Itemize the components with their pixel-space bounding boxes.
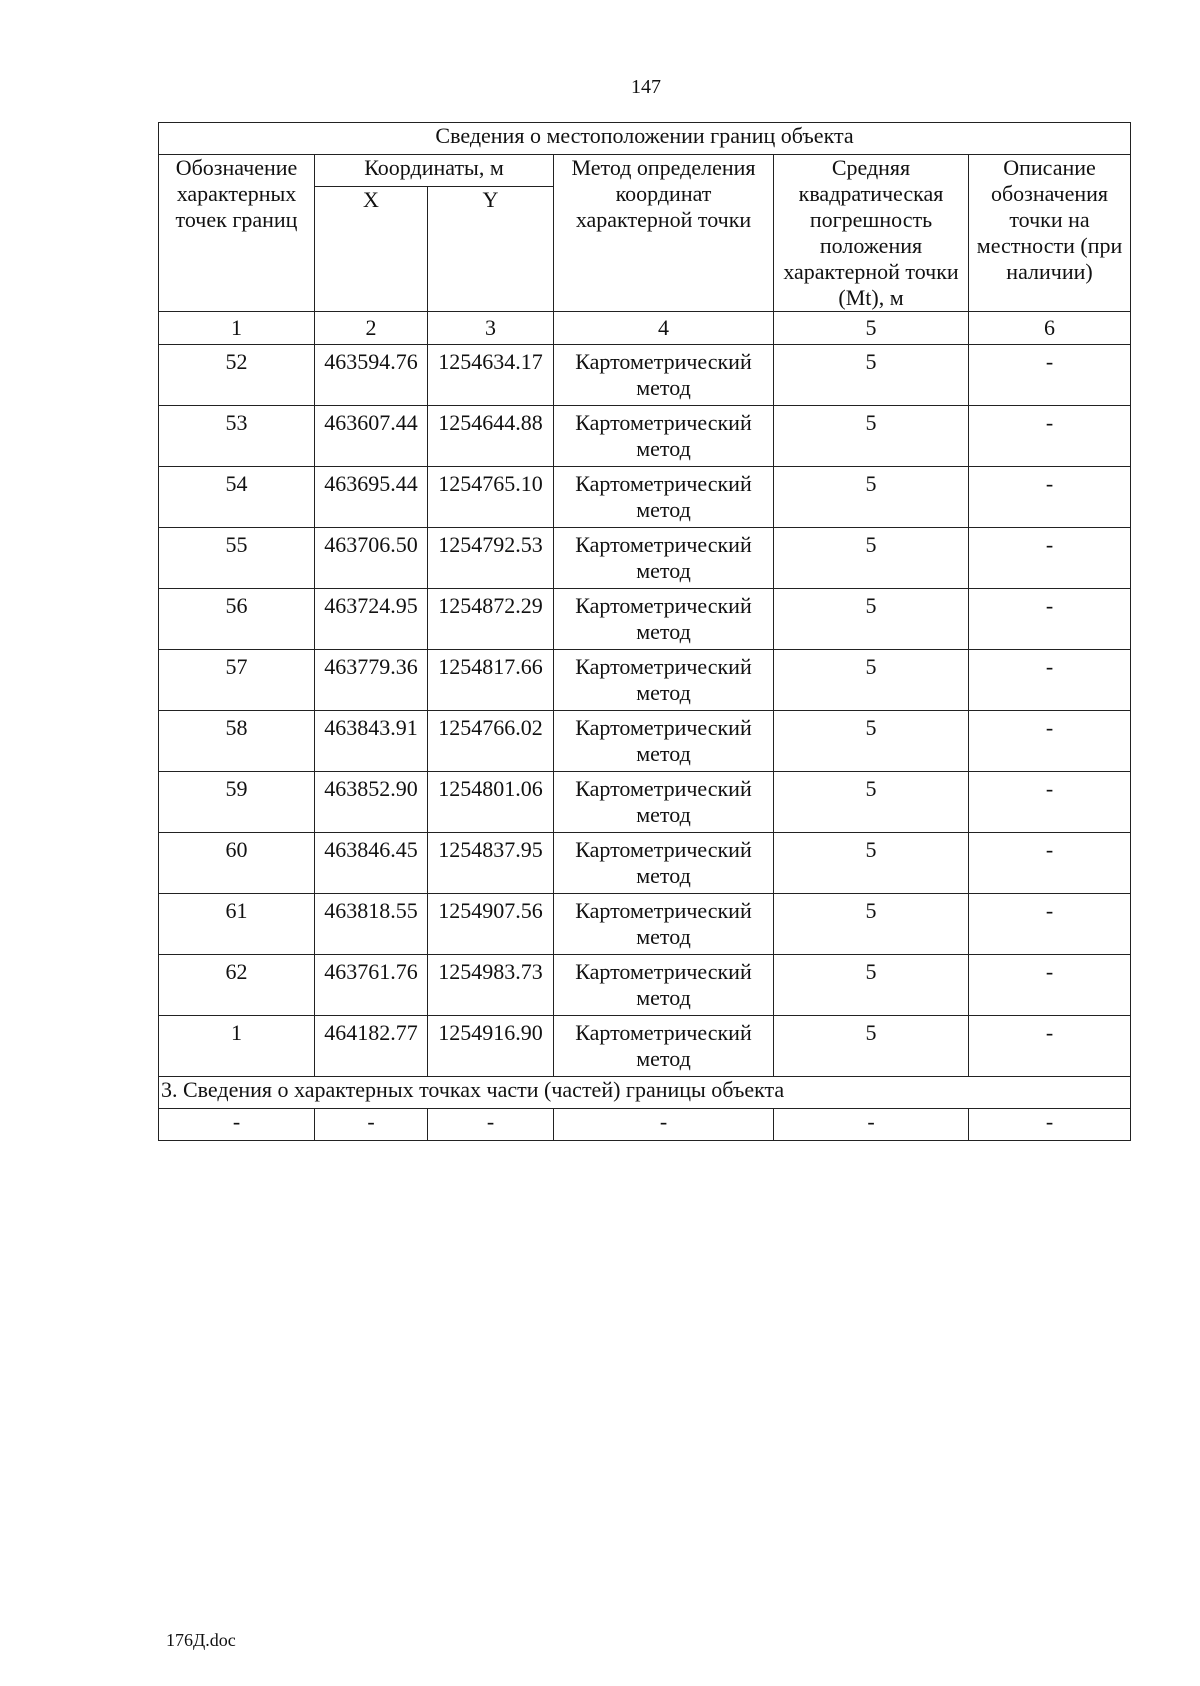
x-cell: 463695.44 [315, 467, 428, 528]
y-cell: 1254817.66 [428, 650, 554, 711]
table-row [159, 894, 1131, 955]
x-cell: 463706.50 [315, 528, 428, 589]
method-cell: Картометрический метод [554, 1016, 774, 1077]
point-cell: 52 [159, 345, 315, 406]
table-row [159, 467, 1131, 528]
point-cell: 57 [159, 650, 315, 711]
method-cell: Картометрический метод [554, 345, 774, 406]
point-cell: 55 [159, 528, 315, 589]
y-cell: 1254907.56 [428, 894, 554, 955]
y-cell: 1254837.95 [428, 833, 554, 894]
header-x: X [315, 187, 428, 312]
header-mean-error: Средняя квадратическая погрешность положения характерной точки (Mt), м [774, 155, 969, 312]
column-number-row [159, 312, 1131, 345]
method-cell: Картометрический метод [554, 467, 774, 528]
table-row [159, 406, 1131, 467]
error-cell: 5 [774, 345, 969, 406]
y-cell: 1254792.53 [428, 528, 554, 589]
y-cell: 1254634.17 [428, 345, 554, 406]
header-coordinates: Координаты, м [315, 155, 554, 187]
point-cell: 1 [159, 1016, 315, 1077]
point-cell: 59 [159, 772, 315, 833]
error-cell: 5 [774, 772, 969, 833]
header-point-designation: Обозначение характерных точек границ [159, 155, 315, 312]
empty-cell: - [554, 1109, 774, 1141]
table-row [159, 711, 1131, 772]
point-cell: 56 [159, 589, 315, 650]
error-cell: 5 [774, 650, 969, 711]
x-cell: 463607.44 [315, 406, 428, 467]
header-method: Метод определения координат характерной точки [554, 155, 774, 312]
method-cell: Картометрический метод [554, 833, 774, 894]
point-cell: 58 [159, 711, 315, 772]
table-title: Сведения о местоположении границ объекта [159, 123, 1131, 155]
x-cell: 463594.76 [315, 345, 428, 406]
description-cell: - [969, 772, 1131, 833]
method-cell: Картометрический метод [554, 589, 774, 650]
column-number: 2 [315, 312, 428, 345]
header-y: Y [428, 187, 554, 312]
x-cell: 463818.55 [315, 894, 428, 955]
table-row [159, 650, 1131, 711]
point-cell: 61 [159, 894, 315, 955]
section-3-row [159, 1109, 1131, 1141]
table-row [159, 955, 1131, 1016]
footer-filename: 176Д.doc [166, 1630, 236, 1650]
empty-cell: - [315, 1109, 428, 1141]
error-cell: 5 [774, 467, 969, 528]
y-cell: 1254916.90 [428, 1016, 554, 1077]
table-row [159, 589, 1131, 650]
method-cell: Картометрический метод [554, 528, 774, 589]
column-number: 4 [554, 312, 774, 345]
column-number: 3 [428, 312, 554, 345]
description-cell: - [969, 345, 1131, 406]
table-row [159, 833, 1131, 894]
y-cell: 1254872.29 [428, 589, 554, 650]
y-cell: 1254765.10 [428, 467, 554, 528]
error-cell: 5 [774, 711, 969, 772]
x-cell: 463724.95 [315, 589, 428, 650]
table-row [159, 345, 1131, 406]
method-cell: Картометрический метод [554, 711, 774, 772]
method-cell: Картометрический метод [554, 406, 774, 467]
description-cell: - [969, 833, 1131, 894]
error-cell: 5 [774, 955, 969, 1016]
empty-cell: - [969, 1109, 1131, 1141]
description-cell: - [969, 650, 1131, 711]
description-cell: - [969, 894, 1131, 955]
error-cell: 5 [774, 833, 969, 894]
x-cell: 463761.76 [315, 955, 428, 1016]
error-cell: 5 [774, 528, 969, 589]
error-cell: 5 [774, 589, 969, 650]
point-cell: 53 [159, 406, 315, 467]
point-cell: 62 [159, 955, 315, 1016]
table-row [159, 1016, 1131, 1077]
empty-cell: - [428, 1109, 554, 1141]
description-cell: - [969, 528, 1131, 589]
x-cell: 463779.36 [315, 650, 428, 711]
error-cell: 5 [774, 894, 969, 955]
x-cell: 464182.77 [315, 1016, 428, 1077]
x-cell: 463843.91 [315, 711, 428, 772]
point-cell: 60 [159, 833, 315, 894]
method-cell: Картометрический метод [554, 772, 774, 833]
description-cell: - [969, 467, 1131, 528]
description-cell: - [969, 406, 1131, 467]
point-cell: 54 [159, 467, 315, 528]
boundary-coordinates-table [158, 122, 1131, 1141]
y-cell: 1254983.73 [428, 955, 554, 1016]
method-cell: Картометрический метод [554, 955, 774, 1016]
empty-cell: - [159, 1109, 315, 1141]
x-cell: 463846.45 [315, 833, 428, 894]
section-3-title: 3. Сведения о характерных точках части (частей) границы объекта [159, 1077, 1131, 1109]
y-cell: 1254801.06 [428, 772, 554, 833]
y-cell: 1254644.88 [428, 406, 554, 467]
method-cell: Картометрический метод [554, 894, 774, 955]
empty-cell: - [774, 1109, 969, 1141]
page-number: 147 [631, 76, 661, 98]
description-cell: - [969, 711, 1131, 772]
description-cell: - [969, 955, 1131, 1016]
column-number: 1 [159, 312, 315, 345]
table-row [159, 528, 1131, 589]
method-cell: Картометрический метод [554, 650, 774, 711]
error-cell: 5 [774, 1016, 969, 1077]
description-cell: - [969, 589, 1131, 650]
header-description: Описание обозначения точки на местности (при наличии) [969, 155, 1131, 312]
y-cell: 1254766.02 [428, 711, 554, 772]
x-cell: 463852.90 [315, 772, 428, 833]
column-number: 5 [774, 312, 969, 345]
error-cell: 5 [774, 406, 969, 467]
description-cell: - [969, 1016, 1131, 1077]
column-number: 6 [969, 312, 1131, 345]
table-row [159, 772, 1131, 833]
